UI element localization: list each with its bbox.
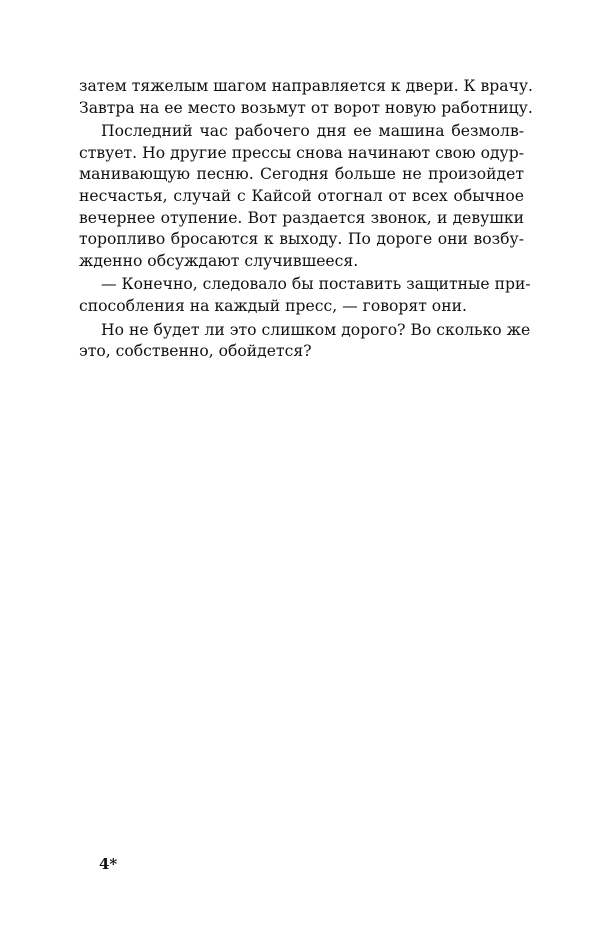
text-line: несчастья, случай с Кайсой отогнал от всех обычное [79, 186, 524, 205]
paragraph-1 [79, 76, 534, 119]
text-line: ствует. Но другие прессы снова начинают свою одур- [79, 143, 524, 162]
text-line: способления на каждый пресс, — говорят они. [79, 296, 467, 315]
text-line: манивающую песню. Сегодня больше не произойдет [79, 165, 524, 184]
paragraph-2 [79, 121, 524, 272]
paragraph-4 [79, 320, 531, 363]
text-line: Но не будет ли это слишком дорого? Во сколько же [101, 320, 531, 339]
text-line: затем тяжелым шагом направляется к двери. К врачу. [79, 77, 534, 95]
text-line: жденно обсуждают случившееся. [79, 251, 359, 270]
signature-mark: 4* [99, 855, 118, 873]
text-line: это, собственно, обойдется? [79, 342, 312, 361]
paragraph-3 [79, 274, 531, 317]
text-line: вечернее отупение. Вот раздается звонок, и девушки [79, 208, 524, 227]
text-line: — Конечно, следовало бы поставить защитные при- [101, 275, 531, 294]
text-line: Последний час рабочего дня ее машина безмолв- [101, 122, 524, 141]
body-text [79, 76, 534, 363]
text-line: торопливо бросаются к выходу. По дороге они возбу- [79, 230, 524, 249]
text-line: Завтра на ее место возьмут от ворот новую работницу. [79, 98, 533, 117]
